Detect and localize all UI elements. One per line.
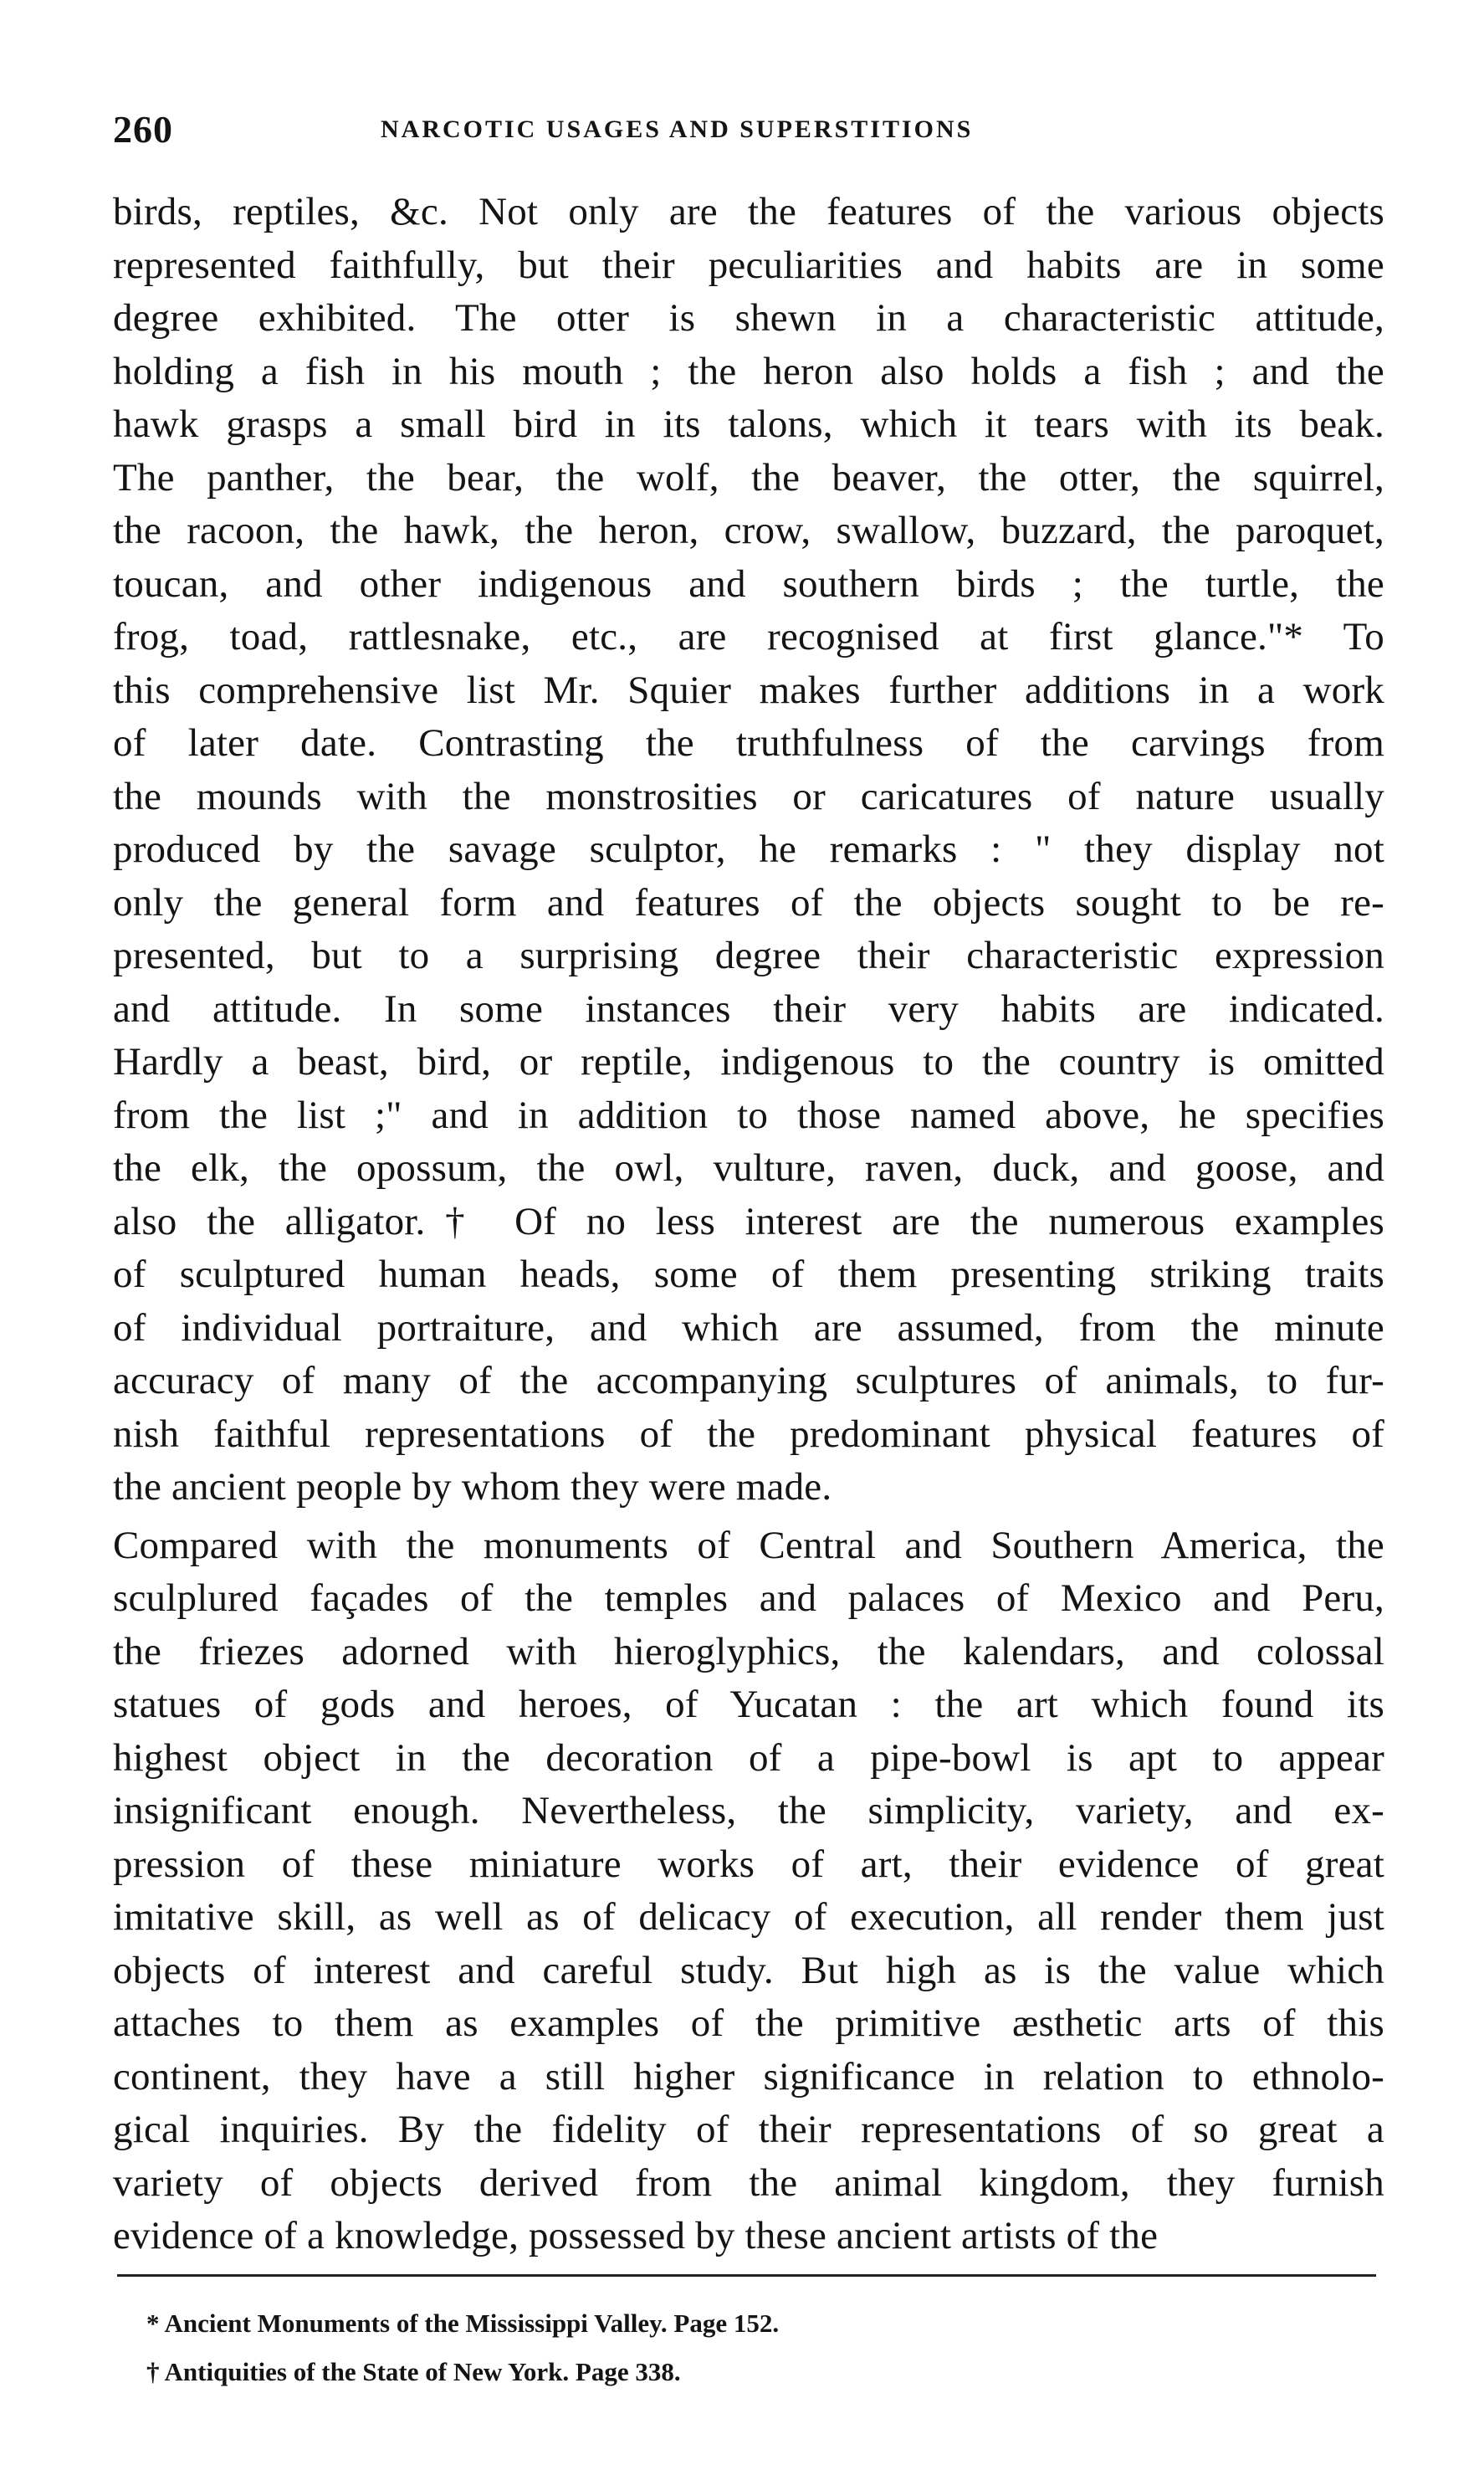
text-line: presented, but to a surprising degree their characteristic expression bbox=[113, 934, 1384, 977]
text-line: the friezes adorned with hieroglyphics, the kalendars, and colossal bbox=[113, 1629, 1384, 1673]
text-line: holding a fish in his mouth ; the heron also holds a fish ; and the bbox=[113, 349, 1384, 393]
running-title: NARCOTIC USAGES AND SUPERSTITIONS bbox=[381, 115, 974, 143]
text-line: the racoon, the hawk, the heron, crow, swallow, buzzard, the paroquet, bbox=[113, 509, 1384, 552]
footnote-2: † Antiquities of the State of New York. Page 338. bbox=[146, 2357, 681, 2386]
text-line: imitative skill, as well as of delicacy of execution, all render them just bbox=[113, 1895, 1384, 1939]
text-line: of later date. Contrasting the truthfulness of the carvings from bbox=[113, 721, 1384, 765]
text-line: produced by the savage sculptor, he remarks : " they display not bbox=[113, 828, 1384, 871]
text-line: also the alligator.† Of no less interest are the numerous examples bbox=[113, 1199, 1384, 1243]
text-line: this comprehensive list Mr. Squier makes further additions in a work bbox=[113, 668, 1384, 712]
text-line: objects of interest and careful study. But high as is the value which bbox=[113, 1948, 1384, 1992]
text-line: represented faithfully, but their peculiarities and habits are in some bbox=[113, 243, 1384, 287]
text-line: Hardly a beast, bird, or reptile, indigenous to the country is omitted bbox=[113, 1040, 1384, 1084]
text-line: the mounds with the monstrosities or caricatures of nature usually bbox=[113, 774, 1384, 818]
text-line: toucan, and other indigenous and southern birds ; the turtle, the bbox=[113, 561, 1384, 606]
text-line: and attitude. In some instances their very habits are indicated. bbox=[113, 986, 1384, 1031]
text-line: only the general form and features of the objects sought to be re- bbox=[113, 880, 1384, 925]
paragraph-1 bbox=[113, 186, 1384, 1514]
text-line: variety of objects derived from the animal kingdom, they furnish bbox=[113, 2160, 1384, 2205]
text-line: insignificant enough. Nevertheless, the simplicity, variety, and ex- bbox=[113, 1789, 1384, 1832]
text-line: continent, they have a still higher significance in relation to ethnolo- bbox=[113, 2054, 1384, 2098]
text-line: The panther, the bear, the wolf, the beaver, the otter, the squirrel, bbox=[113, 455, 1384, 500]
paragraph-2 bbox=[113, 1519, 1384, 2263]
text-line: of sculptured human heads, some of them presenting striking traits bbox=[113, 1253, 1384, 1296]
text-line: nish faithful representations of the predominant physical features of bbox=[113, 1412, 1384, 1456]
text-line: from the list ;" and in addition to those named above, he specifies bbox=[113, 1093, 1384, 1137]
text-line: degree exhibited. The otter is shewn in a characteristic attitude, bbox=[113, 296, 1384, 340]
text-line: frog, toad, rattlesnake, etc., are recognised at first glance."* To bbox=[113, 615, 1384, 658]
text-line: Compared with the monuments of Central and Southern America, the bbox=[113, 1523, 1384, 1567]
text-line: the ancient people by whom they were made. bbox=[113, 1465, 832, 1509]
text-line: the elk, the opossum, the owl, vulture, raven, duck, and goose, and bbox=[113, 1146, 1384, 1190]
text-line: birds, reptiles, &c. Not only are the features of the various objects bbox=[113, 190, 1384, 233]
body-text bbox=[113, 186, 1384, 2263]
text-line: statues of gods and heroes, of Yucatan : the art which found its bbox=[113, 1683, 1384, 1726]
text-line: highest object in the decoration of a pipe-bowl is apt to appear bbox=[113, 1735, 1384, 1780]
text-line: hawk grasps a small bird in its talons, which it tears with its beak. bbox=[113, 402, 1384, 446]
text-line: of individual portraiture, and which are assumed, from the minute bbox=[113, 1305, 1384, 1350]
text-line: pression of these miniature works of art, their evidence of great bbox=[113, 1842, 1384, 1886]
text-line: sculplured façades of the temples and palaces of Mexico and Peru, bbox=[113, 1576, 1384, 1620]
text-line: attaches to them as examples of the primitive æsthetic arts of this bbox=[113, 2001, 1384, 2045]
footnotes bbox=[146, 2299, 1318, 2396]
footnote-divider bbox=[117, 2274, 1376, 2277]
footnote-1: * Ancient Monuments of the Mississippi Valley. Page 152. bbox=[146, 2309, 780, 2338]
page-header bbox=[113, 107, 1384, 157]
page-number: 260 bbox=[113, 108, 173, 151]
text-line: gical inquiries. By the fidelity of their representations of so great a bbox=[113, 2108, 1384, 2151]
text-line: evidence of a knowledge, possessed by these ancient artists of the bbox=[113, 2214, 1159, 2257]
text-line: accuracy of many of the accompanying sculptures of animals, to fur- bbox=[113, 1359, 1384, 1402]
